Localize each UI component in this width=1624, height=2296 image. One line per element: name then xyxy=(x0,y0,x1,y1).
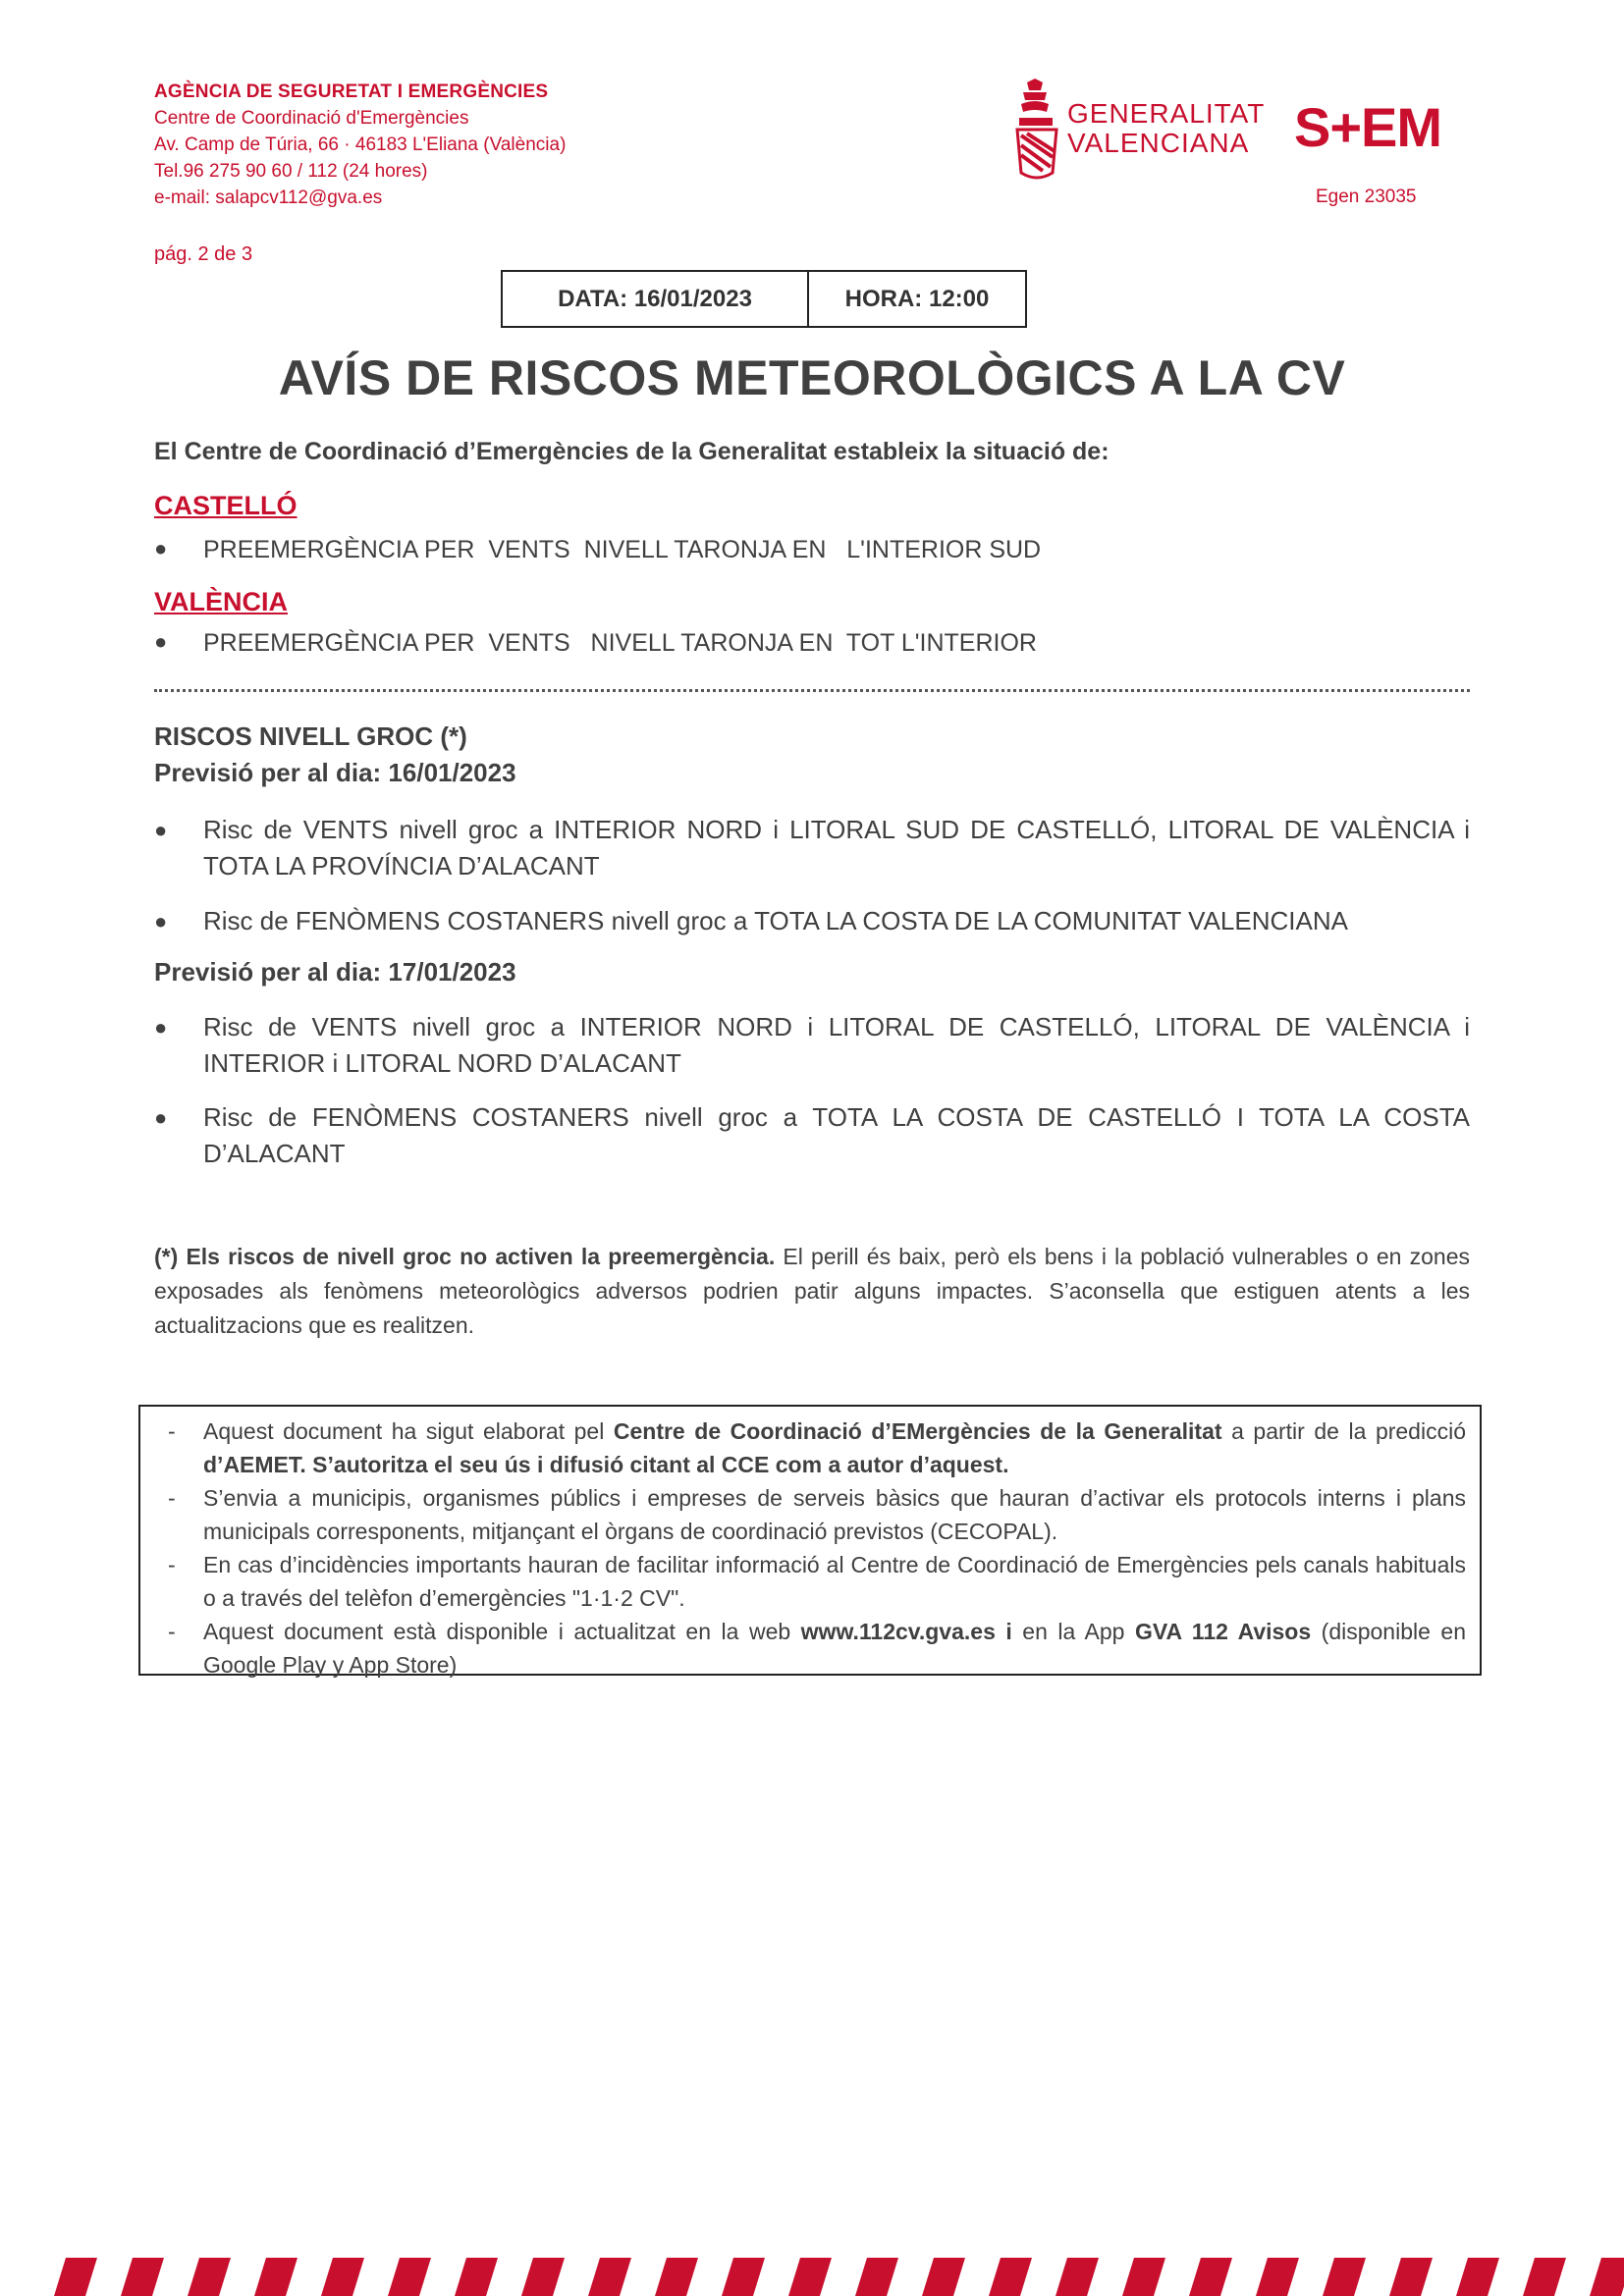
bullet-icon: ● xyxy=(154,629,168,654)
day1-item-2-text: Risc de FENÒMENS COSTANERS nivell groc a TOTA LA COSTA DE LA COMUNITAT VALENCIANA xyxy=(203,906,1348,935)
yellow-note-bold: (*) Els riscos de nivell groc no activen la preemergència. xyxy=(154,1244,776,1269)
stripe xyxy=(54,2258,97,2296)
forecast-day1-label: Previsió per al dia: 16/01/2023 xyxy=(154,758,516,787)
stripe xyxy=(855,2258,898,2296)
egen-code: Egen 23035 xyxy=(1316,187,1417,207)
forecast-day2-label: Previsió per al dia: 17/01/2023 xyxy=(154,957,516,987)
footer-stripes xyxy=(0,2258,1624,2296)
info-row-3: - En cas d’incidències importants hauran de facilitar informació al Centre de Coordinació de Emergències pels canals habituals o a través del telèfon d’emergències "1·1·2 CV". xyxy=(168,1552,1466,1611)
gv-logo-line1: GENERALITAT xyxy=(1067,98,1266,129)
stripe xyxy=(1122,2258,1165,2296)
gv-logo-line2: VALENCIANA xyxy=(1067,128,1250,158)
stripe xyxy=(989,2258,1032,2296)
day1-item-1 xyxy=(154,812,1470,884)
app-name: GVA 112 Avisos xyxy=(1135,1619,1312,1644)
agency-phone: Tel.96 275 90 60 / 112 (24 hores) xyxy=(154,161,428,182)
yellow-risks-heading: RISCOS NIVELL GROC (*) xyxy=(154,721,467,751)
stripe xyxy=(1389,2258,1433,2296)
day2-item-2 xyxy=(154,1099,1470,1172)
province-valencia: VALÈNCIA xyxy=(154,587,289,616)
stripe xyxy=(655,2258,698,2296)
stripe xyxy=(1590,2258,1624,2296)
stripe xyxy=(922,2258,965,2296)
date-cell: DATA: 16/01/2023 xyxy=(503,272,809,326)
bullet-icon: ● xyxy=(154,909,168,934)
web-link[interactable]: www.112cv.gva.es xyxy=(800,1619,996,1644)
yellow-note-rest: El perill és baix, però els bens i la població vulnerables o en zones exposades als fenòmens meteorològics adversos podrien patir alguns impactes. S’aconsella que estiguen atents a les actualitzacions que es realitzen. xyxy=(154,1244,1470,1338)
stripe xyxy=(1189,2258,1232,2296)
province-castello: CASTELLÓ xyxy=(154,491,298,520)
document-title: AVÍS DE RISCOS METEOROLÒGICS A LA CV xyxy=(278,350,1346,405)
info-row-4: - Aquest document està disponible i actualitzat en la web www.112cv.gva.es i en la App GVA 112 Avisos (disponible en Google Play y App Store) xyxy=(168,1619,1466,1678)
stripe xyxy=(188,2258,231,2296)
dotted-divider xyxy=(154,689,1470,692)
stripe xyxy=(588,2258,631,2296)
stripe xyxy=(321,2258,364,2296)
valencia-item-text: PREEMERGÈNCIA PER VENTS NIVELL TARONJA EN TOT L'INTERIOR xyxy=(203,629,1037,657)
stripe xyxy=(1456,2258,1499,2296)
hour-cell: HORA: 12:00 xyxy=(844,285,990,312)
stripe xyxy=(1056,2258,1099,2296)
day1-item-2 xyxy=(154,903,1470,939)
agency-address: Av. Camp de Túria, 66 · 46183 L'Eliana (València) xyxy=(154,134,567,155)
agency-name: AGÈNCIA DE SEGURETAT I EMERGÈNCIES xyxy=(154,81,549,102)
bullet-icon: ● xyxy=(154,1015,168,1040)
agency-centre: Centre de Coordinació d'Emergències xyxy=(154,108,469,129)
day1-item-1-text: Risc de VENTS nivell groc a INTERIOR NORD i LITORAL SUD DE CASTELLÓ, LITORAL DE VALÈNCIA i TOTA LA PROVÍNCIA D’ALACANT xyxy=(203,815,1470,881)
page-number: pág. 2 de 3 xyxy=(154,243,253,265)
bullet-icon: ● xyxy=(154,536,168,561)
stripe xyxy=(455,2258,498,2296)
stripe xyxy=(1323,2258,1366,2296)
info-box xyxy=(138,1405,1482,1676)
stripe xyxy=(722,2258,765,2296)
info-row-1: - Aquest document ha sigut elaborat pel Centre de Coordinació d’EMergències de la Generalitat a partir de la predicció d’AEMET. S’autoritza el seu ús i difusió citant al CCE com a autor d’aquest. xyxy=(168,1418,1466,1477)
bullet-icon: ● xyxy=(154,1105,168,1130)
yellow-note xyxy=(154,1240,1470,1343)
day2-item-1-text: Risc de VENTS nivell groc a INTERIOR NORD i LITORAL DE CASTELLÓ, LITORAL DE VALÈNCIA i INTERIOR i LITORAL NORD D’ALACANT xyxy=(203,1012,1470,1078)
agency-email: e-mail: salapcv112@gva.es xyxy=(154,187,383,208)
info-row-2: - S’envia a municipis, organismes públics i empreses de serveis bàsics que hauran d’activar els protocols interns i plans municipals corresponents, mitjançant el òrgans de coordinació previstos (CECOPAL). xyxy=(168,1485,1466,1544)
day2-item-2-text: Risc de FENÒMENS COSTANERS nivell groc a TOTA LA COSTA DE CASTELLÓ I TOTA LA COSTA D’ALACANT xyxy=(203,1102,1470,1168)
stripe xyxy=(121,2258,164,2296)
stripe xyxy=(1523,2258,1566,2296)
intro-text: El Centre de Coordinació d’Emergències de la Generalitat estableix la situació de: xyxy=(154,438,1110,465)
day2-item-1 xyxy=(154,1009,1470,1082)
sem-logo: S+EM xyxy=(1294,96,1442,158)
stripe xyxy=(254,2258,298,2296)
stripe xyxy=(1256,2258,1299,2296)
stripe xyxy=(521,2258,565,2296)
stripe xyxy=(788,2258,832,2296)
generalitat-logo xyxy=(1013,79,1266,181)
agency-header xyxy=(154,79,566,211)
date-hour-box xyxy=(501,270,1027,328)
castello-item-text: PREEMERGÈNCIA PER VENTS NIVELL TARONJA EN L'INTERIOR SUD xyxy=(203,536,1042,563)
stripe xyxy=(388,2258,431,2296)
bullet-icon: ● xyxy=(154,818,168,842)
gv-crest-icon xyxy=(1013,79,1062,181)
